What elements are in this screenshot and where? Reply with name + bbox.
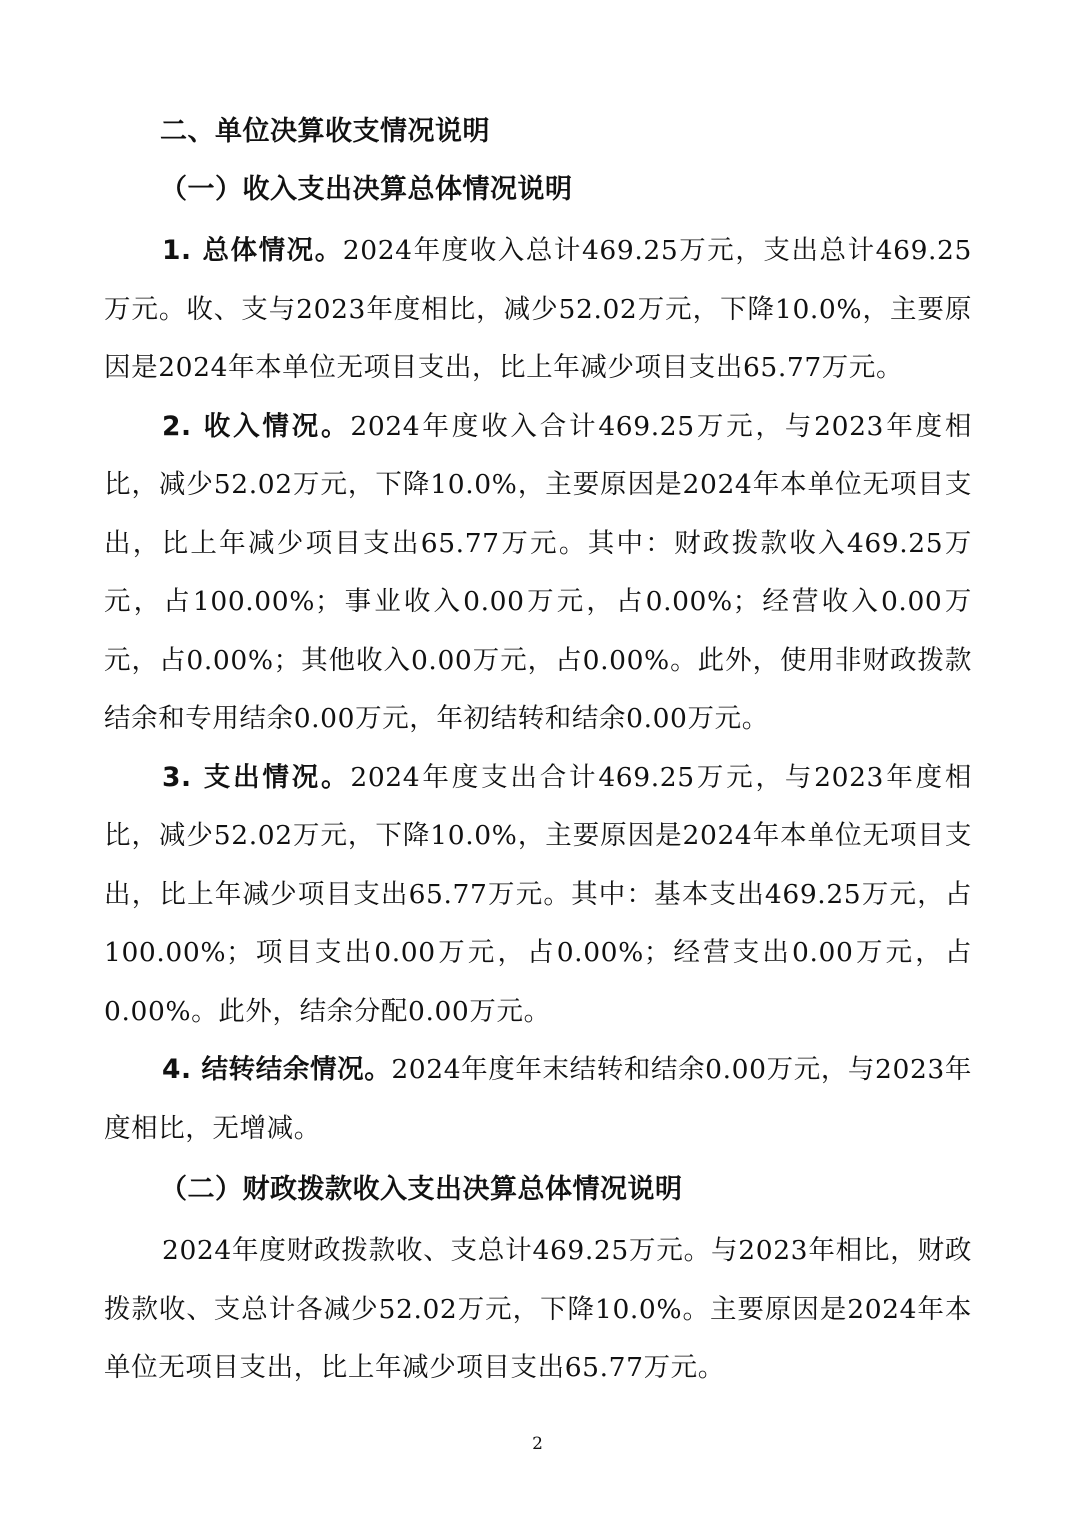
paragraph-income-lead: 2. 收入情况。 (162, 410, 351, 442)
subsection-heading-income-expenditure: （一）收入支出决算总体情况说明 (160, 174, 573, 205)
paragraph-carryover-text: 2024年度年末结转和结余0.00万元，与2023年度相比，无增减。 (104, 1054, 972, 1144)
paragraph-expenditure (104, 749, 972, 1042)
paragraph-overall-lead: 1. 总体情况。 (162, 235, 343, 266)
document-body (104, 106, 972, 1398)
paragraph-expenditure-lead: 3. 支出情况。 (162, 761, 351, 793)
page-number: 2 (532, 1434, 543, 1454)
paragraph-income (104, 398, 972, 749)
subsection-heading-fiscal-allocation: （二）财政拨款收入支出决算总体情况说明 (160, 1174, 683, 1205)
paragraph-fiscal-allocation: 2024年度财政拨款收、支总计469.25万元。与2023年相比，财政拨款收、支总计各减少52.02万元，下降10.0%。主要原因是2024年本单位无项目支出，比上年减少项目支出65.77万元。 (104, 1235, 972, 1383)
paragraph-carryover (104, 1041, 972, 1158)
paragraph-income-text: 2024年度收入合计469.25万元，与2023年度相比，减少52.02万元，下降10.0%，主要原因是2024年本单位无项目支出，比上年减少项目支出65.77万元。其中：财政拨款收入469.25万元，占100.00%；事业收入0.00万元，占0.00%；经营收入0.00万元，占0.00%；其他收入0.00万元，占0.00%。此外，使用非财政拨款结余和专用结余0.00万元，年初结转和结余0.00万元。 (104, 410, 972, 734)
section-heading: 二、单位决算收支情况说明 (160, 116, 490, 147)
paragraph-expenditure-text: 2024年度支出合计469.25万元，与2023年度相比，减少52.02万元，下降10.0%，主要原因是2024年本单位无项目支出，比上年减少项目支出65.77万元。其中：基本支出469.25万元，占100.00%；项目支出0.00万元，占0.00%；经营支出0.00万元，占0.00%。此外，结余分配0.00万元。 (104, 761, 972, 1027)
paragraph-overall-text: 2024年度收入总计469.25万元，支出总计469.25万元。收、支与2023年度相比，减少52.02万元，下降10.0%，主要原因是2024年本单位无项目支出，比上年减少项目支出65.77万元。 (104, 235, 972, 383)
paragraph-overall (104, 222, 972, 398)
paragraph-carryover-lead: 4. 结转结余情况。 (162, 1054, 392, 1085)
